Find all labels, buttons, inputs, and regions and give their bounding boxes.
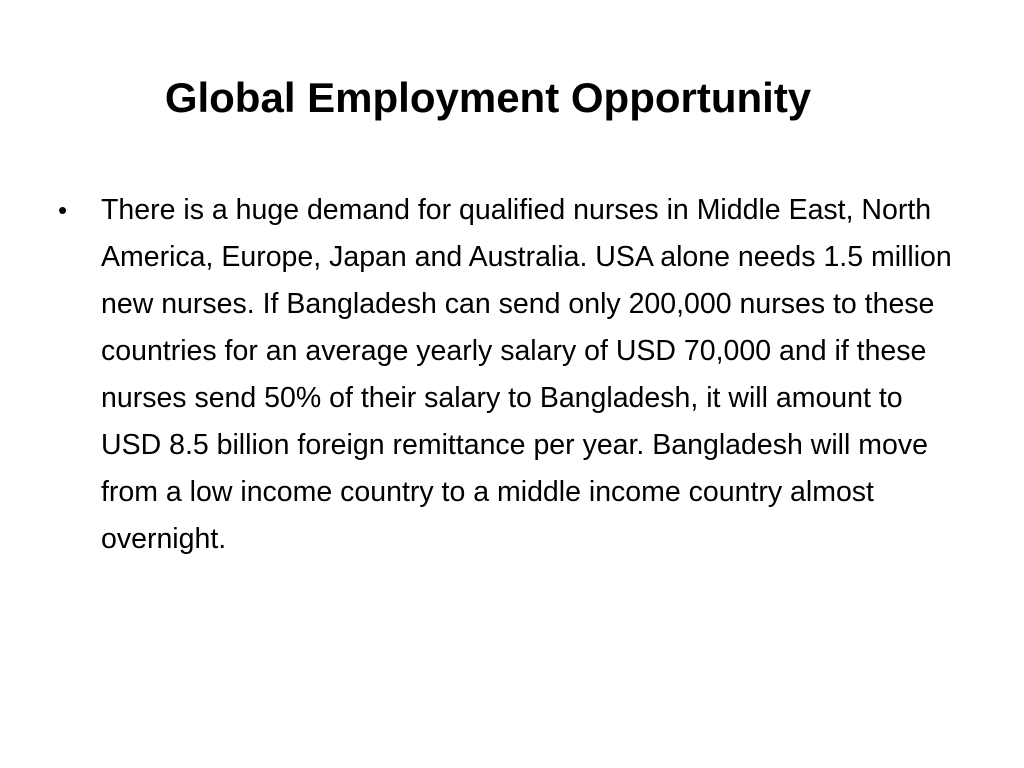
bullet-marker: •: [58, 195, 68, 225]
bullet-text: There is a huge demand for qualified nurses in Middle East, North America, Europe, Japan and Australia. USA alone needs 1.5 million new nurses. If Bangladesh can send only 200,000 nurses to these countries for an average yearly salary of USD 70,000 and if these nurses send 50% of their salary to Bangladesh, it will amount to USD 8.5 billion foreign remittance per year. Bangladesh will move from a low income country to a middle income country almost overnight.: [101, 194, 952, 555]
slide-title: Global Employment Opportunity: [164, 74, 812, 121]
bullet-item: [52, 187, 956, 563]
bullet-list: [52, 187, 956, 563]
